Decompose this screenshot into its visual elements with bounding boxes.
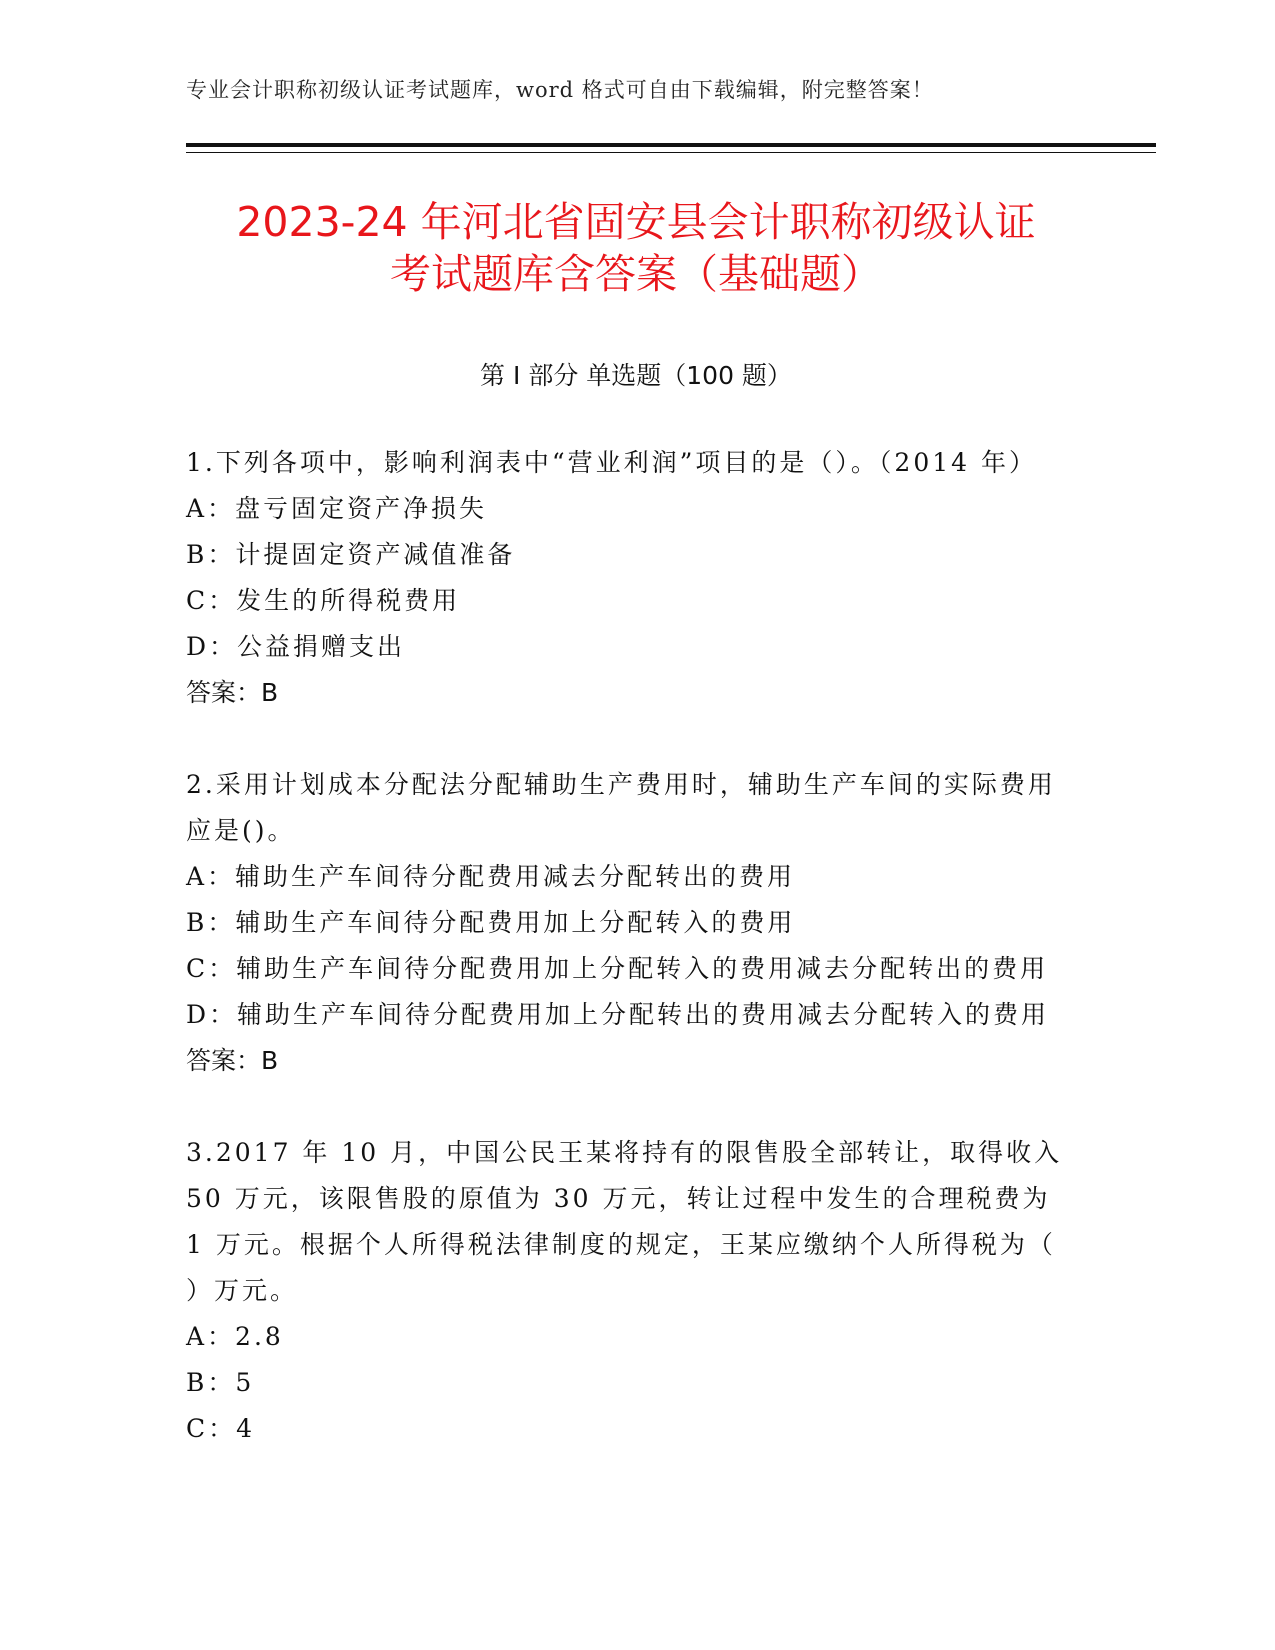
option-d: D：公益捐赠支出 <box>186 632 406 661</box>
question-list <box>186 440 1076 1498</box>
question-text: 1.下列各项中，影响利润表中“营业利润”项目的是（）。（2014 年） <box>186 448 1037 477</box>
question-3 <box>186 1130 1076 1452</box>
option-a: A：辅助生产车间待分配费用减去分配转出的费用 <box>186 862 796 891</box>
title-line-1: 2023-24 年河北省固安县会计职称初级认证 <box>236 198 1036 246</box>
question-text: 3.2017 年 10 月，中国公民王某将持有的限售股全部转让，取得收入 50 万元，该限售股的原值为 30 万元，转让过程中发生的合理税费为 1 万元。根据个人所得税法律制度的规定，王某应缴纳个人所得税为（ ）万元。 <box>186 1138 1063 1305</box>
option-b: B：辅助生产车间待分配费用加上分配转入的费用 <box>186 908 796 937</box>
answer-line: 答案：B <box>186 1046 279 1075</box>
document-title <box>186 196 1086 300</box>
question-text: 2.采用计划成本分配法分配辅助生产费用时，辅助生产车间的实际费用应是()。 <box>186 770 1056 845</box>
question-1 <box>186 440 1076 716</box>
section-title: 第 I 部分 单选题（100 题） <box>480 361 792 390</box>
header-divider-thick <box>186 143 1156 147</box>
option-d: D：辅助生产车间待分配费用加上分配转出的费用减去分配转入的费用 <box>186 1000 1050 1029</box>
option-c: C：发生的所得税费用 <box>186 586 461 615</box>
option-a: A：盘亏固定资产净损失 <box>186 494 488 523</box>
title-line-2: 考试题库含答案（基础题） <box>390 250 882 298</box>
header-note: 专业会计职称初级认证考试题库，word 格式可自由下载编辑，附完整答案！ <box>186 78 934 102</box>
option-a: A：2.8 <box>186 1322 284 1351</box>
option-c: C：4 <box>186 1414 256 1443</box>
option-c: C：辅助生产车间待分配费用加上分配转入的费用减去分配转出的费用 <box>186 954 1049 983</box>
question-2 <box>186 762 1076 1084</box>
option-b: B：计提固定资产减值准备 <box>186 540 516 569</box>
option-b: B：5 <box>186 1368 255 1397</box>
header-divider-thin <box>186 152 1156 153</box>
answer-line: 答案：B <box>186 678 279 707</box>
